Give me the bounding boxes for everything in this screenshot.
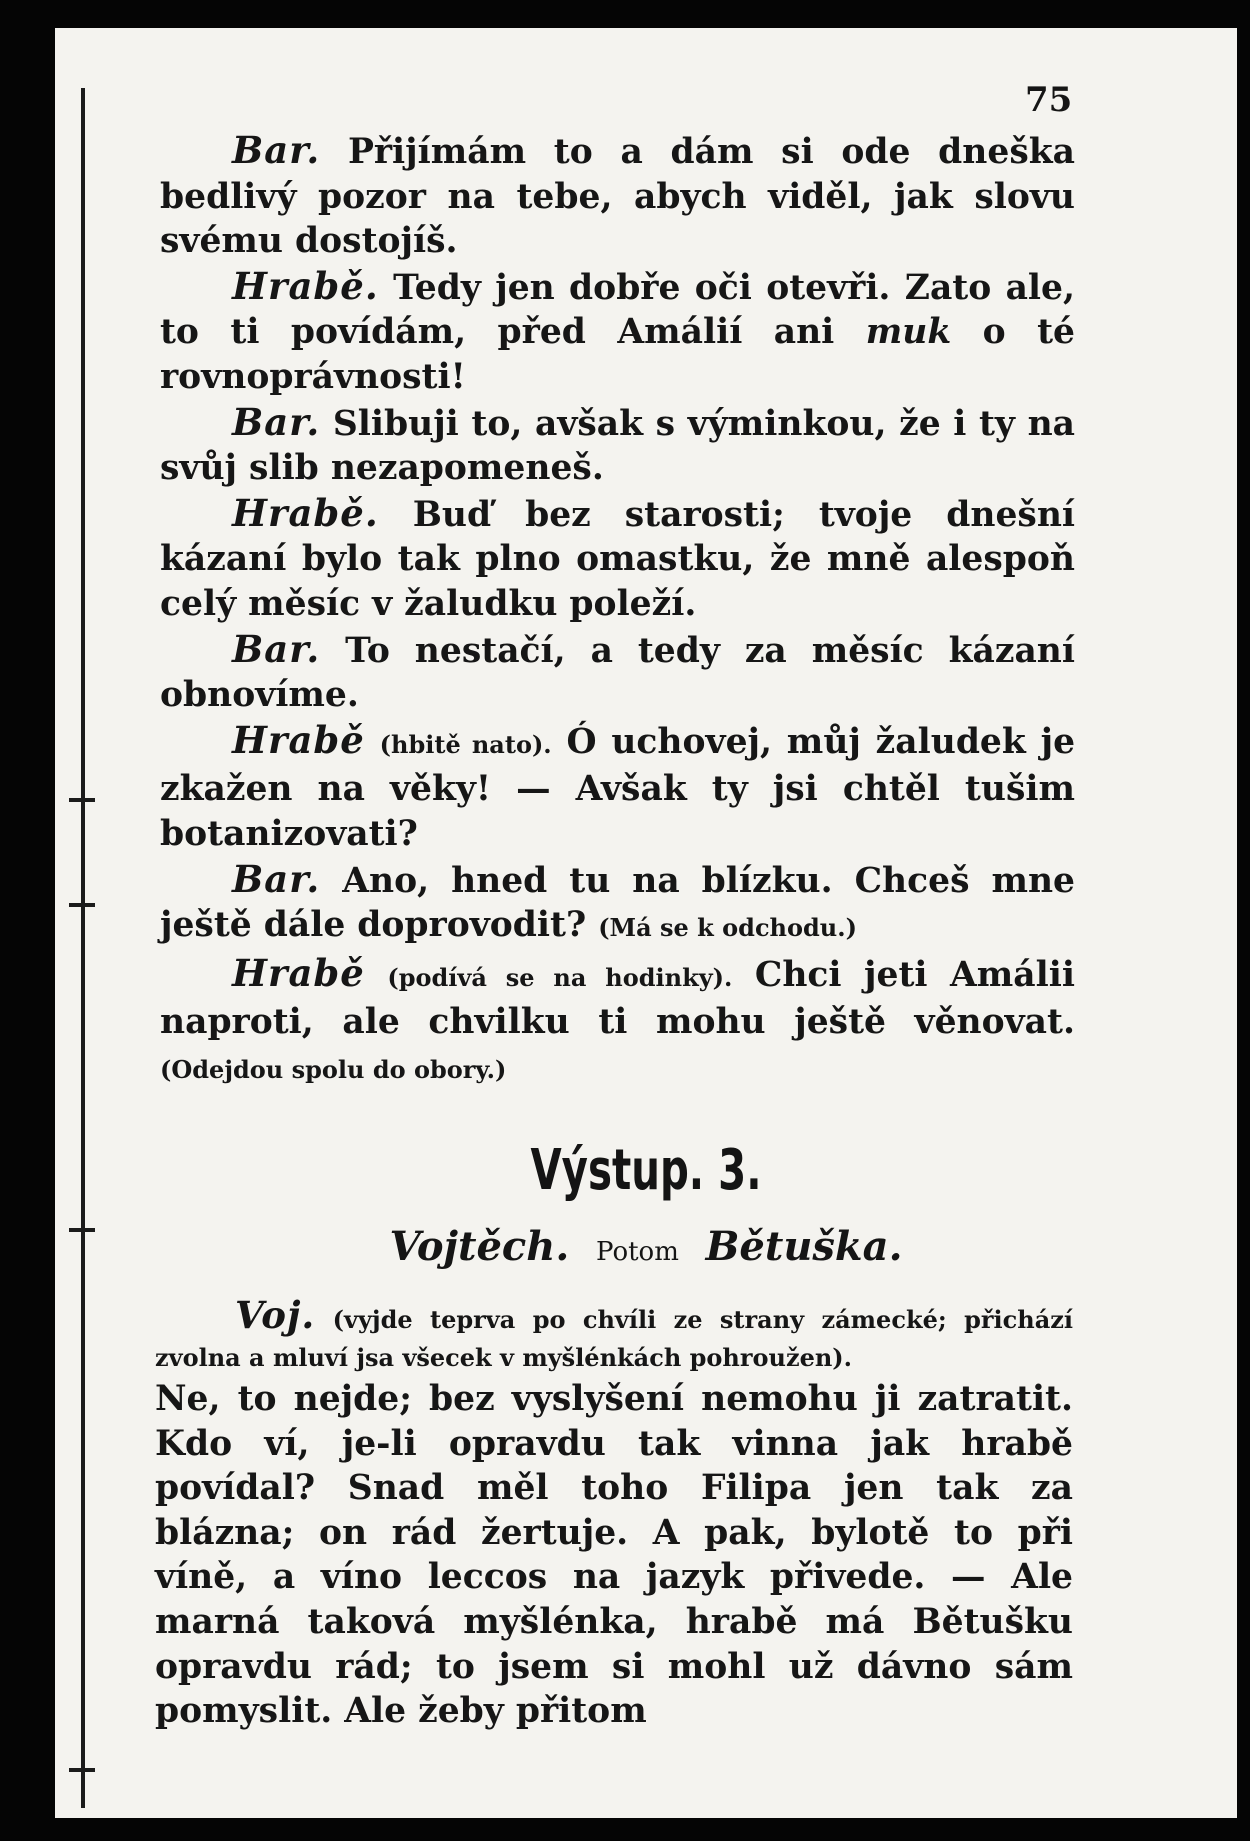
line-text: Přijímám to a dám si ode dneška bedlivý pozor na tebe, abych viděl, jak slovu svému dostojíš. xyxy=(160,132,1075,262)
emphasis-word: muk xyxy=(865,312,952,353)
monologue-text: Ne, to nejde; bez vyslyšení nemohu ji zatratit. Kdo ví, je-li opravdu tak vinna jak hrabě povídal? Snad měl toho Filipa jen tak za blázna; on rád žertuje. A pak, bylotě to při víně, a víno leccos na jazyk přivede. — Ale marná taková myšlénka, hrabě má Bětušku opravdu rád; to jsem si mohl už dávno sám pomyslit. Ale žeby přitom xyxy=(155,1379,1073,1732)
line-text: Ano, hned tu na blízku. Chceš mne ještě dále doprovodit? xyxy=(160,860,1075,946)
scene-cast xyxy=(55,1223,1237,1270)
speaker-name: Voj. xyxy=(235,1293,316,1337)
dialogue-line xyxy=(160,128,1075,264)
speaker-name: Bar. xyxy=(232,399,321,444)
monologue-intro xyxy=(155,1293,1073,1377)
binding-edge xyxy=(81,88,85,1808)
cast-name: Vojtěch. xyxy=(389,1223,570,1270)
speaker-name: Bar. xyxy=(232,856,321,901)
binding-mark xyxy=(69,903,95,907)
speaker-name: Hrabě xyxy=(232,717,365,762)
cast-joiner: Potom xyxy=(596,1237,679,1267)
line-text: Tedy jen dobře oči otevři. Zato ale, to ti povídám, před Amálií ani xyxy=(160,267,1075,353)
dialogue-line xyxy=(160,264,1075,400)
line-text: Ó uchovej, můj žaludek je zkažen na věky! — Avšak ty jsi chtěl tušim botanizovati? xyxy=(160,721,1076,854)
scene-heading: Výstup. 3. xyxy=(530,1138,762,1203)
dialogue-block xyxy=(160,128,1075,1092)
dialogue-line xyxy=(160,718,1075,857)
speaker-name: Hrabě xyxy=(232,950,365,995)
cast-name: Bětuška. xyxy=(705,1223,903,1270)
line-text: Slibuji to, avšak s výminkou, že i ty na svůj slib nezapomeneš. xyxy=(160,403,1076,489)
line-text: Buď bez starosti; tvoje dnešní kázaní bylo tak plno omastku, že mně alespoň celý měsíc v žaludku poleží. xyxy=(160,494,1076,624)
line-text: To nestačí, a tedy za měsíc kázaní obnovíme. xyxy=(160,630,1075,716)
stage-direction: (vyjde teprva po chvíli ze strany zámecké; přichází zvolna a mluví jsa všecek v myšlénkách pohroužen). xyxy=(155,1305,1073,1372)
monologue-block xyxy=(155,1293,1073,1734)
dialogue-line xyxy=(160,857,1075,951)
dialogue-line xyxy=(160,951,1075,1093)
binding-mark xyxy=(69,1768,95,1772)
speaker-name: Bar. xyxy=(232,128,321,172)
dialogue-line xyxy=(160,400,1075,491)
line-text: o té rovnoprávnosti! xyxy=(160,312,1075,397)
stage-direction: (Odejdou spolu do obory.) xyxy=(160,1054,507,1084)
speaker-name: Bar. xyxy=(232,626,321,671)
line-text: Chci jeti Amálii naproti, ale chvilku ti mohu ještě věnovat. xyxy=(160,954,1075,1043)
stage-direction: (hbitě nato). xyxy=(379,729,552,759)
page-number: 75 xyxy=(1025,80,1073,120)
speaker-name: Hrabě. xyxy=(232,490,379,535)
binding-mark xyxy=(69,798,95,802)
dialogue-line xyxy=(160,627,1075,718)
book-page xyxy=(55,28,1237,1818)
stage-direction: (Má se k odchodu.) xyxy=(598,913,857,943)
dialogue-line xyxy=(160,491,1075,627)
stage-direction: (podívá se na hodinky). xyxy=(387,962,733,992)
speaker-name: Hrabě. xyxy=(232,263,379,308)
